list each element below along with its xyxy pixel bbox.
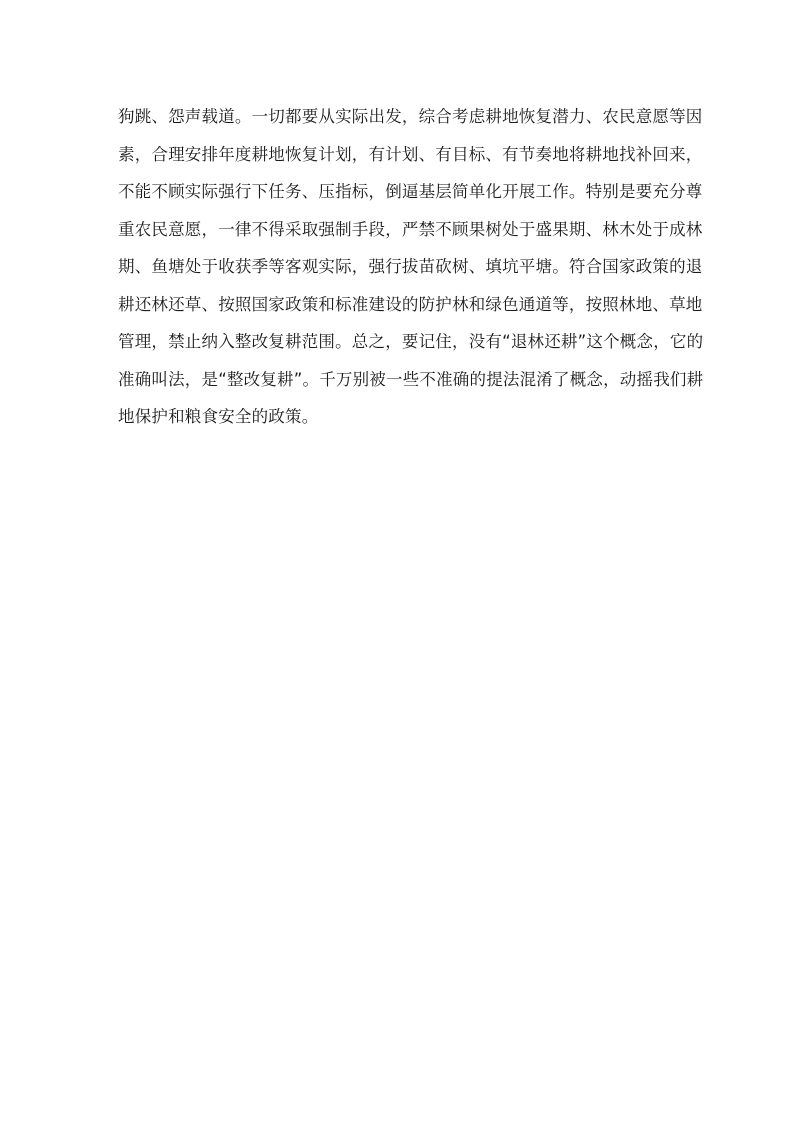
paragraph-line-6: 耕还林还草、按照国家政策和标准建设的防护林和绿色通道等，按照林地、草地 [118,294,703,314]
paragraph-line-7: 管理，禁止纳入整改复耕范围。总之，要记住，没有“退林还耕”这个概念，它的 [118,332,704,351]
paragraph-line-2: 素，合理安排年度耕地恢复计划，有计划、有目标、有节奏地将耕地找补回来， [118,144,703,164]
paragraph-line-9: 地保护和粮食安全的政策。 [118,407,319,426]
paragraph-line-1: 狗跳、怨声载道。一切都要从实际出发，综合考虑耕地恢复潜力、农民意愿等因 [118,107,703,126]
paragraph-line-8: 准确叫法，是“整改复耕”。千万别被一些不准确的提法混淆了概念，动摇我们耕 [118,369,704,389]
paragraph-line-5: 期、鱼塘处于收获季等客观实际，强行拔苗砍树、填坑平塘。符合国家政策的退 [118,257,703,276]
paragraph-line-4: 重农民意愿，一律不得采取强制手段，严禁不顾果树处于盛果期、林木处于成林 [118,219,703,239]
paragraph-line-3: 不能不顾实际强行下任务、压指标，倒逼基层简单化开展工作。特别是要充分尊 [118,182,703,201]
body-paragraph [118,104,704,442]
